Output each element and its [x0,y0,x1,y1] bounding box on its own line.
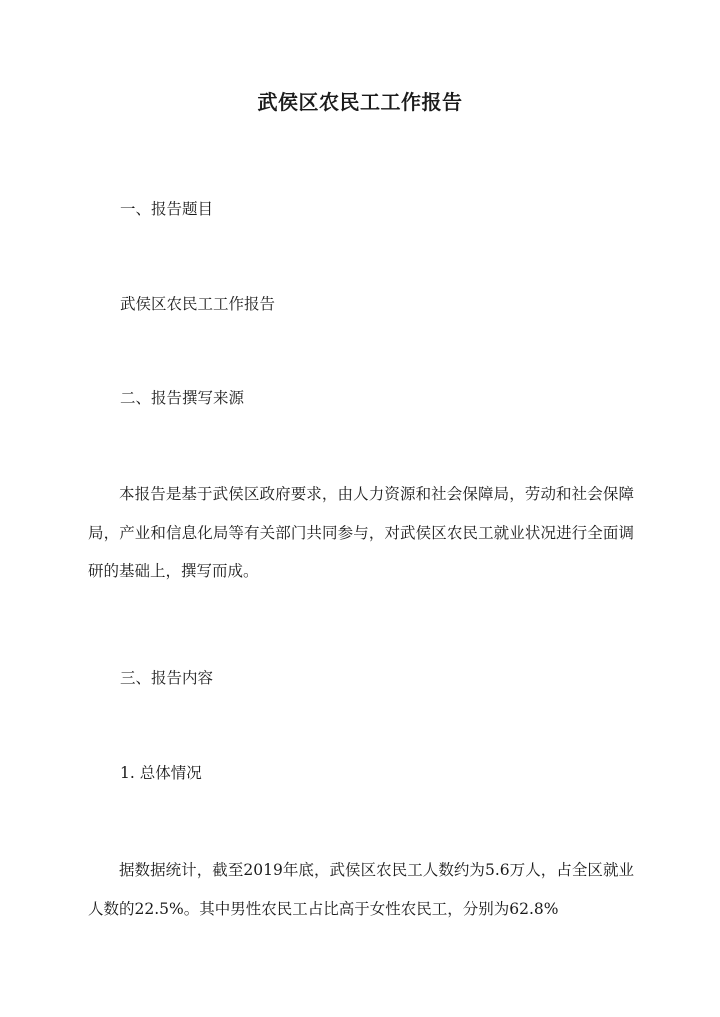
document-title: 武侯区农民工工作报告 [257,90,463,114]
section-heading-report-source: 二、报告撰写来源 [120,389,245,407]
section-heading-report-topic: 一、报告题目 [120,200,214,218]
subsection-heading-overview: 1. 总体情况 [120,764,202,782]
report-source-paragraph: 本报告是基于武侯区政府要求，由人力资源和社会保障局，劳动和社会保障局，产业和信息化局等有关部门共同参与，对武侯区农民工就业状况进行全面调研的基础上，撰写而成。 [88,485,634,580]
overview-paragraph: 据数据统计，截至2019年底，武侯区农民工人数约为5.6万人，占全区就业人数的22.5%。其中男性农民工占比高于女性农民工，分别为62.8% [88,861,634,918]
section-heading-report-content: 三、报告内容 [120,669,214,687]
report-topic-text: 武侯区农民工工作报告 [120,295,276,313]
